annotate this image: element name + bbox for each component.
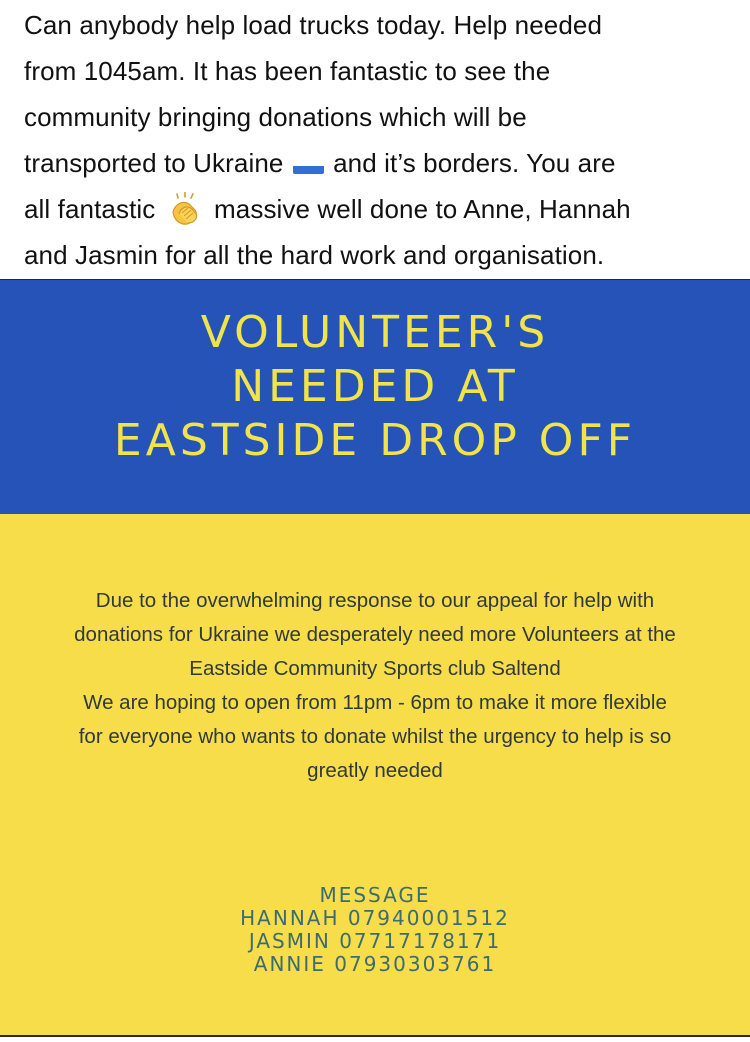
headline-line: EASTSIDE DROP OFF [113,415,637,466]
poster-bottom-border [0,1035,750,1037]
post-line: community bringing donations which will be [24,102,527,132]
body-line: We are hoping to open from 11pm - 6pm to make it more flexible [83,691,667,714]
poster-contacts [0,884,750,976]
body-line: donations for Ukraine we desperately need more Volunteers at the [74,623,676,646]
poster-body-text [0,584,750,788]
body-line: Due to the overwhelming response to our appeal for help with [95,589,655,612]
post-line-segment: and it’s borders. You are [333,148,616,178]
body-line: Eastside Community Sports club Saltend [189,657,561,680]
post-line-segment: massive well done to Anne, Hannah [214,194,631,224]
post-line [24,186,734,232]
post-line: from 1045am. It has been fantastic to see the [24,56,551,86]
post-line-segment: all fantastic [24,194,156,224]
poster-blue-band [0,280,750,514]
volunteer-poster-image[interactable] [0,280,750,1035]
clapping-hands-icon [165,192,205,226]
headline-line: NEEDED AT [231,361,519,412]
headline-line: VOLUNTEER'S [200,307,550,358]
body-line: greatly needed [307,759,443,782]
post-line [24,140,734,186]
post-text [24,2,734,278]
contact-line: JASMIN 07717178171 [248,929,502,953]
contact-line: HANNAH 07940001512 [240,906,510,930]
post-line: Can anybody help load trucks today. Help needed [24,10,603,40]
ukraine-flag-icon [293,154,324,174]
contact-line: ANNIE 07930303761 [253,952,497,976]
body-line: for everyone who wants to donate whilst the urgency to help is so [78,725,672,748]
post-line-segment: transported to Ukraine [24,148,284,178]
post-line: and Jasmin for all the hard work and organisation. [24,240,605,270]
contact-heading: MESSAGE [319,883,431,907]
poster-headline [0,306,750,468]
